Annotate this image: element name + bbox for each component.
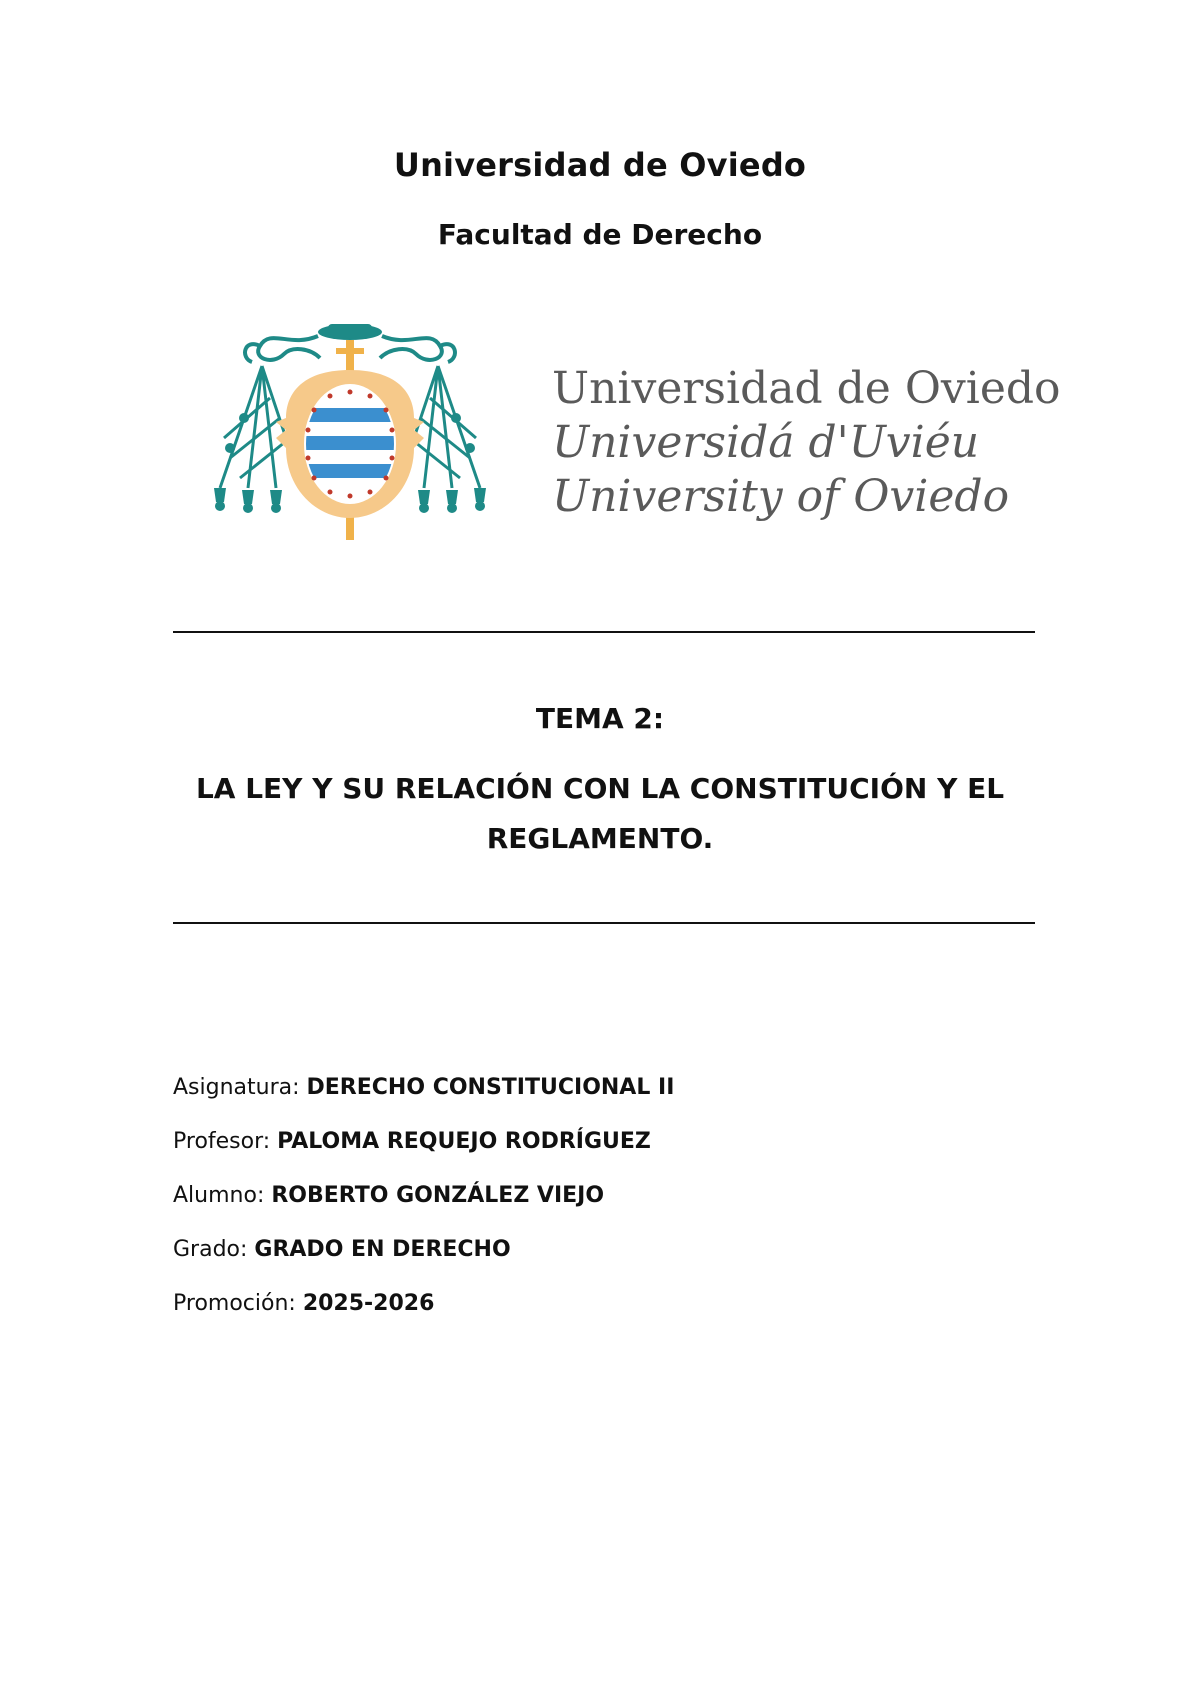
info-row-professor	[173, 1126, 674, 1180]
info-value: GRADO EN DERECHO	[254, 1237, 511, 1262]
university-coat-of-arms-icon	[200, 318, 500, 550]
info-label: Alumno:	[173, 1183, 272, 1208]
document-info	[173, 1072, 674, 1342]
info-row-subject	[173, 1072, 674, 1126]
university-logo	[200, 318, 1061, 550]
logo-line-spanish: Universidad de Oviedo	[552, 363, 1061, 414]
topic-heading: TEMA 2:	[535, 702, 665, 735]
info-label: Profesor:	[173, 1129, 278, 1154]
logo-wordmark	[552, 362, 1061, 524]
info-value: DERECHO CONSTITUCIONAL II	[306, 1075, 675, 1100]
logo-line-asturian: Universidá d'Uviéu	[552, 417, 980, 468]
university-heading: Universidad de Oviedo	[393, 146, 807, 184]
info-label: Promoción:	[173, 1291, 303, 1316]
subject-title-line-2: REGLAMENTO.	[486, 822, 714, 855]
divider-bottom	[173, 922, 1035, 924]
info-label: Asignatura:	[173, 1075, 307, 1100]
info-label: Grado:	[173, 1237, 255, 1262]
info-value: 2025-2026	[302, 1291, 435, 1316]
info-row-degree	[173, 1234, 674, 1288]
subject-title-line-1: LA LEY Y SU RELACIÓN CON LA CONSTITUCIÓN Y EL	[195, 772, 1005, 805]
info-value: PALOMA REQUEJO RODRÍGUEZ	[277, 1129, 651, 1154]
info-value: ROBERTO GONZÁLEZ VIEJO	[271, 1183, 605, 1208]
info-row-student	[173, 1180, 674, 1234]
faculty-heading: Facultad de Derecho	[437, 218, 763, 251]
info-row-cohort	[173, 1288, 674, 1342]
subject-title	[0, 764, 1200, 864]
logo-line-english: University of Oviedo	[552, 471, 1010, 522]
divider-top	[173, 631, 1035, 633]
